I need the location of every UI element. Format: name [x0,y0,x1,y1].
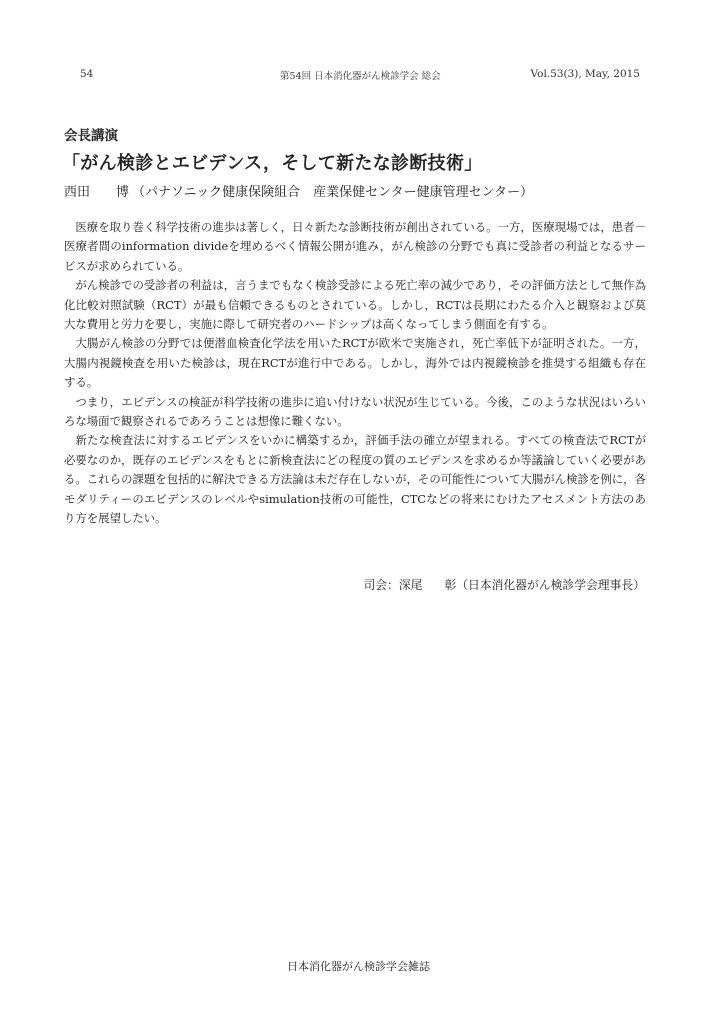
running-header [80,68,640,84]
paragraph: 大腸がん検診の分野では便潜血検査化学法を用いたRCTが欧米で実施され，死亡率低下が証明された。一方，大腸内視鏡検査を用いた検診は，現在RCTが進行中である。しかし，海外では内視鏡検診を推奨する組織も存在する。 [64,336,646,390]
journal-footer: 日本消化器がん検診学会雑誌 [287,960,430,973]
chair-prefix: 司会：深尾 [363,578,423,592]
paragraph: がん検診での受診者の利益は，言うまでもなく検診受診による死亡率の減少であり，その評価方法として無作為化比較対照試験（RCT）が最も信頼できるものとされている。しかし，RCTは長期にわたる介入と観察および莫大な費用と労力を要し，実施に際して研究者のハードシップは高くなってしまう側面を有する。 [64,278,646,332]
paragraph: 新たな検査法に対するエビデンスをいかに構築するか，評価手法の確立が望まれる。すべての検査法でRCTが必要なのか，既存のエビデンスをもとに新検査法にどの程度の質のエビデンスを求めるか等議論していく必要がある。これらの課題を包括的に解決できる方法論は未だ存在しないが，その可能性について大腸がん検診を例に，各モダリティーのエビデンスのレベルやsimulation技術の可能性，CTCなどの将来にむけたアセスメント方法のあり方を展望したい。 [64,433,646,526]
paragraph: つまり，エビデンスの検証が科学技術の進歩に追い付けない状況が生じている。今後，このような状況はいろいろな場面で観察されるであろうことは想像に難くない。 [64,394,646,429]
volume-info: Vol.53(3), May, 2015 [530,68,640,80]
author-affiliation: （パナソニック健康保険組合 産業保健センター健康管理センター） [132,185,534,200]
abstract-body [64,218,646,529]
author-name: 西田 博 [64,185,130,200]
chair-line [363,576,645,593]
lecture-title: 「がん検診とエビデンス，そして新たな診断技術」 [62,153,483,174]
conference-name: 第54回 日本消化器がん検診学会 総会 [280,71,441,82]
chair-name: 彰（日本消化器がん検診学会理事長） [444,578,645,592]
section-label: 会長講演 [64,128,118,144]
page-number: 54 [80,68,94,80]
paragraph: 医療を取り巻く科学技術の進歩は著しく，日々新たな診断技術が創出されている。一方，医療現場では，患者－医療者間のinformation divideを埋めるべく情報公開が進み，がん検診の分野でも真に受診者の利益となるサービスが求められている。 [64,220,646,273]
author-line [64,181,533,200]
